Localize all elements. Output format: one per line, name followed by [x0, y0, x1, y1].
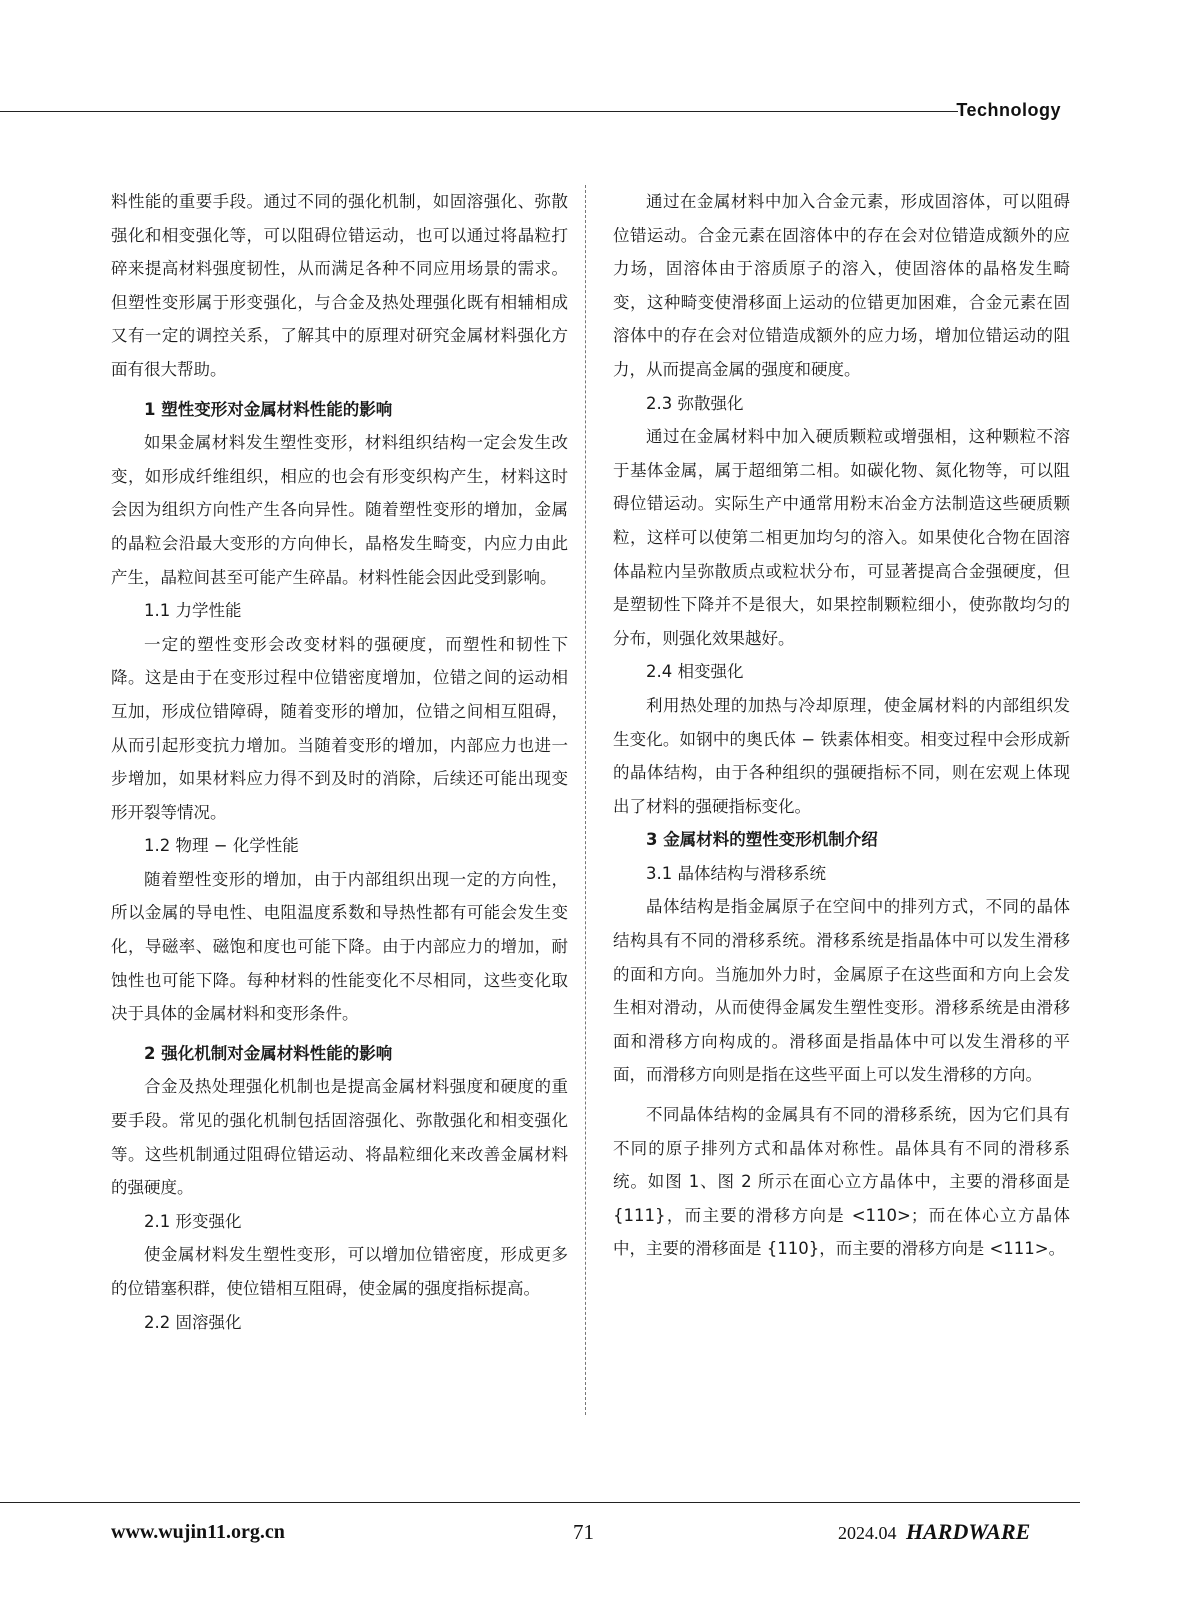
subsection-heading-1-1: 1.1 力学性能 — [144, 601, 242, 621]
subsection-heading-2-3: 2.3 弥散强化 — [646, 393, 744, 413]
paragraph: 随着塑性变形的增加，由于内部组织出现一定的方向性，所以金属的导电性、电阻温度系数和导热性都有可能会发生变化，导磁率、磁饱和度也可能下降。由于内部应力的增加，耐蚀性也可能下降。每种材料的性能变化不尽相同，这些变化取决于具体的金属材料和变形条件。 — [111, 869, 568, 1024]
subsection-heading-3-1: 3.1 晶体结构与滑移系统 — [646, 863, 826, 883]
subsection-heading-2-2: 2.2 固溶强化 — [144, 1312, 242, 1332]
magazine-title: HARDWARE — [906, 1519, 1031, 1544]
section-heading-1: 1 塑性变形对金属材料性能的影响 — [144, 399, 393, 419]
paragraph: 料性能的重要手段。通过不同的强化机制，如固溶强化、弥散强化和相变强化等，可以阻碍位错运动，也可以通过将晶粒打碎来提高材料强度韧性，从而满足各种不同应用场景的需求。但塑性变形属于形变强化，与合金及热处理强化既有相辅相成又有一定的调控关系，了解其中的原理对研究金属材料强化方面有很大帮助。 — [111, 192, 568, 379]
header-rule — [0, 111, 958, 112]
footer-rule — [0, 1502, 1080, 1503]
paragraph: 通过在金属材料中加入硬质颗粒或增强相，这种颗粒不溶于基体金属，属于超细第二相。如碳化物、氮化物等，可以阻碍位错运动。实际生产中通常用粉末冶金方法制造这些硬质颗粒，这样可以使第二相更加均匀的溶入。如果使化合物在固溶体晶粒内呈弥散质点或粒状分布，可显著提高合金强硬度，但是塑韧性下降并不是很大，如果控制颗粒细小，使弥散均匀的分布，则强化效果越好。 — [613, 427, 1070, 648]
paragraph: 不同晶体结构的金属具有不同的滑移系统，因为它们具有不同的原子排列方式和晶体对称性。晶体具有不同的滑移系统。如图 1、图 2 所示在面心立方晶体中，主要的滑移面是 {111}，而主要的滑移方向是 <110>；而在体心立方晶体中，主要的滑移面是 {110}，而主要的滑移方向是 <111>。 — [613, 1105, 1070, 1259]
subsection-heading-2-1: 2.1 形变强化 — [144, 1211, 242, 1231]
section-heading-2: 2 强化机制对金属材料性能的影响 — [144, 1043, 393, 1063]
footer-url: www.wujin11.org.cn — [111, 1521, 285, 1543]
column-divider — [585, 185, 586, 1415]
issue-date: 2024.04 — [838, 1523, 897, 1543]
page-number: 71 — [573, 1520, 594, 1544]
left-column — [111, 185, 568, 1339]
paragraph: 晶体结构是指金属原子在空间中的排列方式，不同的晶体结构具有不同的滑移系统。滑移系统是指晶体中可以发生滑移的面和方向。当施加外力时，金属原子在这些面和方向上会发生相对滑动，从而使得金属发生塑性变形。滑移系统是由滑移面和滑移方向构成的。滑移面是指晶体中可以发生滑移的平面，而滑移方向则是指在这些平面上可以发生滑移的方向。 — [613, 897, 1070, 1085]
subsection-heading-2-4: 2.4 相变强化 — [646, 662, 744, 682]
paragraph: 利用热处理的加热与冷却原理，使金属材料的内部组织发生变化。如钢中的奥氏体 − 铁素体相变。相变过程中会形成新的晶体结构，由于各种组织的强硬指标不同，则在宏观上体现出了材料的强硬指标变化。 — [613, 695, 1070, 816]
paragraph: 如果金属材料发生塑性变形，材料组织结构一定会发生改变，如形成纤维组织，相应的也会有形变织构产生，材料这时会因为组织方向性产生各向异性。随着塑性变形的增加，金属的晶粒会沿最大变形的方向伸长，晶格发生畸变，内应力由此产生，晶粒间甚至可能产生碎晶。材料性能会因此受到影响。 — [111, 433, 568, 587]
right-column — [613, 185, 1070, 1266]
paragraph: 通过在金属材料中加入合金元素，形成固溶体，可以阻碍位错运动。合金元素在固溶体中的存在会对位错造成额外的应力场，固溶体由于溶质原子的溶入，使固溶体的晶格发生畸变，这种畸变使滑移面上运动的位错更加困难，合金元素在固溶体中的存在会对位错造成额外的应力场，增加位错运动的阻力，从而提高金属的强度和硬度。 — [613, 192, 1070, 379]
paragraph: 合金及热处理强化机制也是提高金属材料强度和硬度的重要手段。常见的强化机制包括固溶强化、弥散强化和相变强化等。这些机制通过阻碍位错运动、将晶粒细化来改善金属材料的强硬度。 — [111, 1077, 568, 1198]
paragraph: 一定的塑性变形会改变材料的强硬度，而塑性和韧性下降。这是由于在变形过程中位错密度增加，位错之间的运动相互加，形成位错障碍，随着变形的增加，位错之间相互阻碍，从而引起形变抗力增加。当随着变形的增加，内部应力也进一步增加，如果材料应力得不到及时的消除，后续还可能出现变形开裂等情况。 — [111, 634, 568, 822]
section-label: Technology — [956, 100, 1061, 120]
subsection-heading-1-2: 1.2 物理 − 化学性能 — [144, 836, 299, 856]
paragraph: 使金属材料发生塑性变形，可以增加位错密度，形成更多的位错塞积群，使位错相互阻碍，使金属的强度指标提高。 — [111, 1245, 568, 1298]
section-heading-3: 3 金属材料的塑性变形机制介绍 — [646, 830, 878, 850]
